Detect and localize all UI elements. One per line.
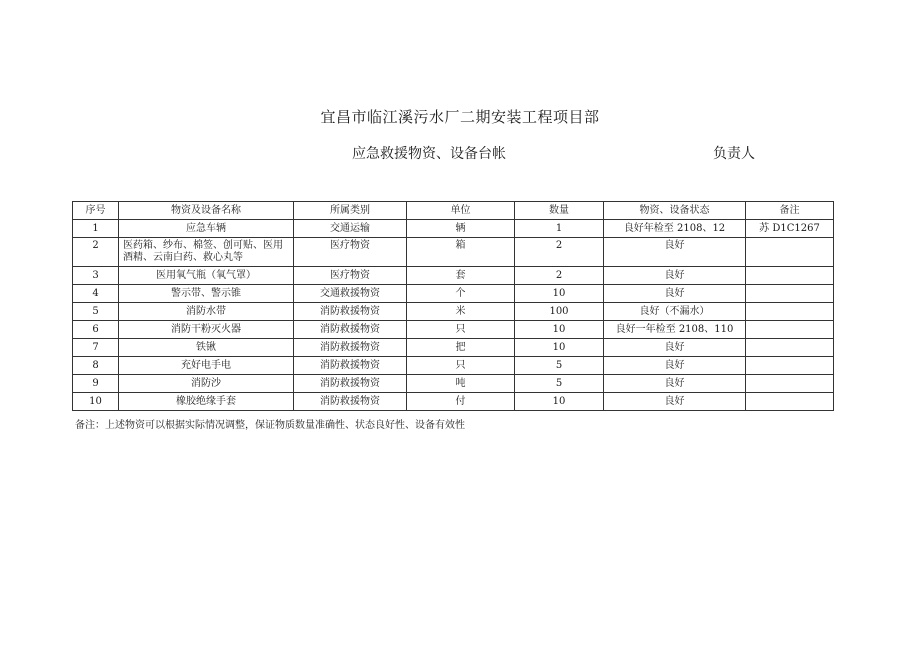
cell-category: 消防救援物资 xyxy=(294,339,407,357)
cell-unit: 米 xyxy=(407,303,515,321)
cell-name: 消防沙 xyxy=(119,375,294,393)
cell-name: 橡胶绝缘手套 xyxy=(119,393,294,411)
cell-status: 良好 xyxy=(604,357,746,375)
table-row xyxy=(73,339,834,357)
cell-unit: 箱 xyxy=(407,238,515,267)
cell-status: 良好 xyxy=(604,339,746,357)
table-row xyxy=(73,393,834,411)
cell-remark xyxy=(746,357,834,375)
table-row xyxy=(73,238,834,267)
cell-unit: 辆 xyxy=(407,220,515,238)
cell-name: 警示带、警示锥 xyxy=(119,285,294,303)
cell-qty: 5 xyxy=(515,375,604,393)
cell-qty: 10 xyxy=(515,339,604,357)
responsible-person-label: 负责人 xyxy=(713,146,755,162)
cell-category: 交通运输 xyxy=(294,220,407,238)
cell-category: 消防救援物资 xyxy=(294,303,407,321)
cell-no: 8 xyxy=(73,357,119,375)
cell-remark xyxy=(746,303,834,321)
header-no: 序号 xyxy=(73,202,119,220)
cell-unit: 个 xyxy=(407,285,515,303)
cell-unit: 付 xyxy=(407,393,515,411)
cell-no: 5 xyxy=(73,303,119,321)
cell-qty: 5 xyxy=(515,357,604,375)
table-row xyxy=(73,285,834,303)
cell-remark xyxy=(746,321,834,339)
cell-no: 6 xyxy=(73,321,119,339)
header-status: 物资、设备状态 xyxy=(604,202,746,220)
cell-remark xyxy=(746,375,834,393)
cell-category: 医疗物资 xyxy=(294,238,407,267)
cell-category: 消防救援物资 xyxy=(294,393,407,411)
cell-unit: 套 xyxy=(407,267,515,285)
table-header-row xyxy=(73,202,834,220)
document-title: 宜昌市临江溪污水厂二期安装工程项目部 xyxy=(320,108,600,126)
ledger-subtitle: 应急救援物资、设备台帐 xyxy=(352,146,506,162)
table-row xyxy=(73,321,834,339)
cell-no: 7 xyxy=(73,339,119,357)
cell-unit: 吨 xyxy=(407,375,515,393)
cell-name: 消防干粉灭火器 xyxy=(119,321,294,339)
table-row xyxy=(73,357,834,375)
cell-name: 消防水带 xyxy=(119,303,294,321)
cell-no: 4 xyxy=(73,285,119,303)
cell-category: 消防救援物资 xyxy=(294,375,407,393)
cell-remark xyxy=(746,238,834,267)
table-row xyxy=(73,220,834,238)
emergency-supplies-table xyxy=(72,201,834,411)
footnote: 备注：上述物资可以根据实际情况调整，保证物质数量准确性、状态良好性、设备有效性 xyxy=(75,420,465,431)
cell-no: 3 xyxy=(73,267,119,285)
cell-unit: 把 xyxy=(407,339,515,357)
cell-unit: 只 xyxy=(407,321,515,339)
cell-status: 良好 xyxy=(604,285,746,303)
cell-qty: 1 xyxy=(515,220,604,238)
cell-status: 良好 xyxy=(604,375,746,393)
cell-name: 医药箱、纱布、棉签、创可贴、医用酒精、云南白药、救心丸等 xyxy=(119,238,294,267)
cell-remark xyxy=(746,267,834,285)
cell-remark xyxy=(746,285,834,303)
table-row xyxy=(73,267,834,285)
cell-remark xyxy=(746,393,834,411)
cell-name: 应急车辆 xyxy=(119,220,294,238)
header-unit: 单位 xyxy=(407,202,515,220)
cell-qty: 2 xyxy=(515,238,604,267)
cell-qty: 10 xyxy=(515,285,604,303)
cell-no: 9 xyxy=(73,375,119,393)
cell-name: 医用氧气瓶（氧气罩） xyxy=(119,267,294,285)
cell-category: 交通救援物资 xyxy=(294,285,407,303)
cell-category: 医疗物资 xyxy=(294,267,407,285)
cell-remark xyxy=(746,339,834,357)
cell-qty: 10 xyxy=(515,321,604,339)
cell-qty: 100 xyxy=(515,303,604,321)
table-row xyxy=(73,303,834,321)
cell-status: 良好年检至 2108、12 xyxy=(604,220,746,238)
cell-qty: 10 xyxy=(515,393,604,411)
cell-qty: 2 xyxy=(515,267,604,285)
cell-status: 良好一年检至 2108、110 xyxy=(604,321,746,339)
cell-status: 良好 xyxy=(604,238,746,267)
cell-no: 1 xyxy=(73,220,119,238)
header-name: 物资及设备名称 xyxy=(119,202,294,220)
cell-no: 10 xyxy=(73,393,119,411)
cell-unit: 只 xyxy=(407,357,515,375)
cell-name: 铁锹 xyxy=(119,339,294,357)
cell-category: 消防救援物资 xyxy=(294,357,407,375)
cell-name: 充好电手电 xyxy=(119,357,294,375)
cell-no: 2 xyxy=(73,238,119,267)
header-category: 所属类别 xyxy=(294,202,407,220)
cell-status: 良好（不漏水） xyxy=(604,303,746,321)
cell-category: 消防救援物资 xyxy=(294,321,407,339)
header-qty: 数量 xyxy=(515,202,604,220)
cell-status: 良好 xyxy=(604,267,746,285)
table-row xyxy=(73,375,834,393)
cell-status: 良好 xyxy=(604,393,746,411)
cell-remark: 苏 D1C1267 xyxy=(746,220,834,238)
header-remark: 备注 xyxy=(746,202,834,220)
